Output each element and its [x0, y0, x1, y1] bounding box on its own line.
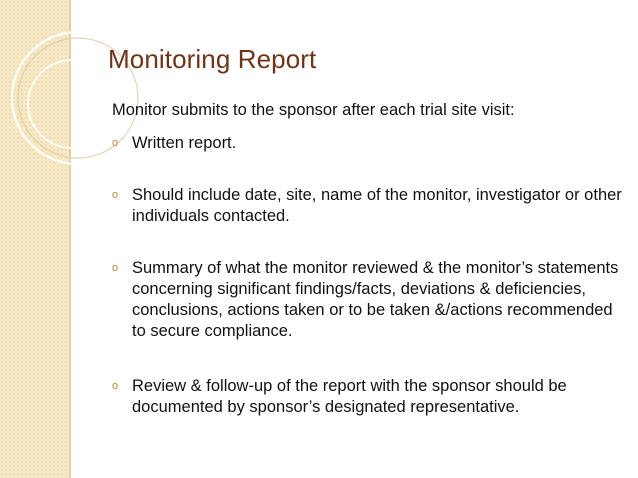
bullet-text: Written report. — [132, 134, 237, 152]
bullet-text: Should include date, site, name of the monitor, investigator or other individuals contacted. — [132, 186, 622, 225]
bullet-marker-icon: o — [112, 189, 119, 201]
bullet-item — [112, 376, 622, 418]
bullet-item — [112, 133, 622, 154]
bullet-item — [112, 185, 622, 227]
bullet-marker-icon: o — [112, 137, 119, 149]
bullet-marker-icon: o — [112, 262, 119, 274]
bullet-text: Review & follow-up of the report with the sponsor should be documented by sponsor’s designated representative. — [132, 377, 567, 416]
slide-title: Monitoring Report — [108, 44, 317, 74]
bullet-marker-icon: o — [112, 380, 119, 392]
intro-text: Monitor submits to the sponsor after each trial site visit: — [112, 101, 515, 119]
bullet-text: Summary of what the monitor reviewed & the monitor’s statements concerning significant findings/facts, deviations & deficiencies, conclusions, actions taken or to be taken &/actions recommended to secure compliance. — [132, 259, 619, 340]
bullet-item — [112, 258, 622, 342]
